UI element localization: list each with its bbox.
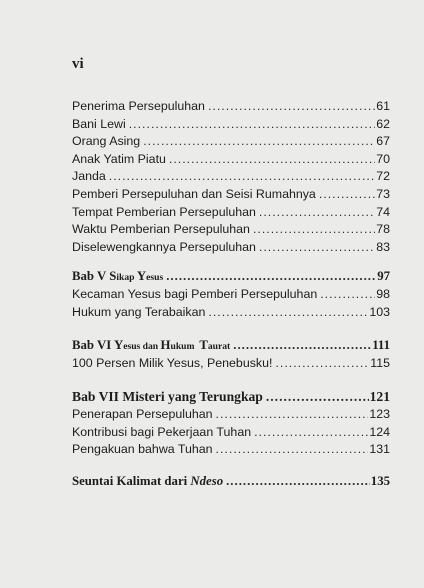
entry-title: Pemberi Persepuluhan dan Seisi Rumahnya	[72, 186, 316, 201]
entry-title: Janda	[72, 169, 106, 184]
entry-title: Kontribusi bagi Pekerjaan Tuhan	[72, 424, 252, 439]
toc-entry[interactable]	[72, 239, 390, 257]
chapter-page: 97	[377, 269, 390, 284]
chapter-page: 135	[370, 473, 390, 488]
dot-leader	[320, 286, 375, 304]
toc-entry[interactable]	[72, 133, 390, 151]
toc-entry[interactable]	[72, 168, 390, 186]
table-of-contents	[72, 98, 390, 490]
toc-entry[interactable]	[72, 286, 390, 304]
entry-page: 83	[376, 239, 390, 254]
entry-page: 73	[376, 186, 390, 201]
entry-page: 103	[369, 304, 390, 319]
entry-title: 100 Persen Milik Yesus, Penebusku!	[72, 355, 273, 370]
dot-leader	[169, 151, 375, 169]
chapter-heading[interactable]	[72, 388, 390, 406]
dot-leader	[216, 406, 369, 424]
entry-page: 74	[376, 204, 390, 219]
chapter-page: 121	[369, 389, 390, 405]
dot-leader	[319, 186, 375, 204]
entry-title: Bani Lewi	[72, 116, 126, 131]
dot-leader	[129, 116, 375, 134]
dot-leader	[208, 98, 375, 116]
entry-page: 70	[376, 151, 390, 166]
entry-title: Penerima Persepuluhan	[72, 99, 205, 113]
entry-title: Hukum yang Terabaikan	[72, 304, 206, 319]
entry-title: Diselewengkannya Persepuluhan	[72, 239, 256, 254]
chapter-title: Bab V Sikap Yesus	[72, 269, 164, 284]
toc-entry[interactable]	[72, 424, 390, 442]
entry-page: 67	[376, 134, 390, 149]
toc-entry[interactable]	[72, 355, 390, 373]
entry-page: 72	[376, 169, 390, 184]
toc-entry[interactable]	[72, 98, 390, 116]
entry-title: Penerapan Persepuluhan	[72, 406, 213, 421]
toc-entry[interactable]	[72, 116, 390, 134]
toc-entry[interactable]	[72, 204, 390, 222]
toc-entry[interactable]	[72, 221, 390, 239]
entry-title: Orang Asing	[72, 134, 141, 149]
entry-title: Kecaman Yesus bagi Pemberi Persepuluhan	[72, 286, 318, 301]
dot-leader	[259, 204, 375, 222]
entry-page: 98	[376, 286, 390, 301]
entry-title: Pengakuan bahwa Tuhan	[72, 442, 213, 457]
dot-leader	[226, 473, 370, 491]
chapter-heading[interactable]	[72, 473, 390, 491]
entry-title: Tempat Pemberian Persepuluhan	[72, 204, 256, 219]
entry-page: 115	[370, 355, 390, 370]
dot-leader	[166, 268, 376, 286]
chapter-title: Seuntai Kalimat dari Ndeso	[72, 473, 224, 488]
toc-entry[interactable]	[72, 441, 390, 459]
dot-leader	[208, 304, 368, 322]
entry-title: Waktu Pemberian Persepuluhan	[72, 222, 250, 237]
entry-page: 131	[369, 442, 390, 457]
dot-leader	[233, 337, 371, 355]
dot-leader	[266, 388, 369, 406]
toc-entry[interactable]	[72, 151, 390, 169]
toc-entry[interactable]	[72, 304, 390, 322]
entry-page: 78	[376, 222, 390, 237]
entry-page: 62	[376, 116, 390, 131]
toc-entry[interactable]	[72, 406, 390, 424]
page-number: vi	[72, 56, 84, 72]
dot-leader	[259, 239, 375, 257]
dot-leader	[253, 221, 375, 239]
dot-leader	[275, 355, 369, 373]
chapter-title: Bab VI Yesus dan Hukum Taurat	[72, 338, 231, 353]
entry-page: 123	[369, 406, 390, 421]
toc-entry[interactable]	[72, 186, 390, 204]
dot-leader	[254, 424, 368, 442]
chapter-page: 111	[372, 338, 390, 353]
entry-page: 124	[369, 424, 390, 439]
chapter-heading[interactable]	[72, 337, 390, 355]
dot-leader	[216, 441, 369, 459]
entry-title: Anak Yatim Piatu	[72, 151, 166, 166]
dot-leader	[143, 133, 375, 151]
chapter-title: Bab VII Misteri yang Terungkap	[72, 389, 263, 405]
dot-leader	[109, 168, 375, 186]
chapter-heading[interactable]	[72, 268, 390, 286]
entry-page: 61	[376, 99, 390, 113]
